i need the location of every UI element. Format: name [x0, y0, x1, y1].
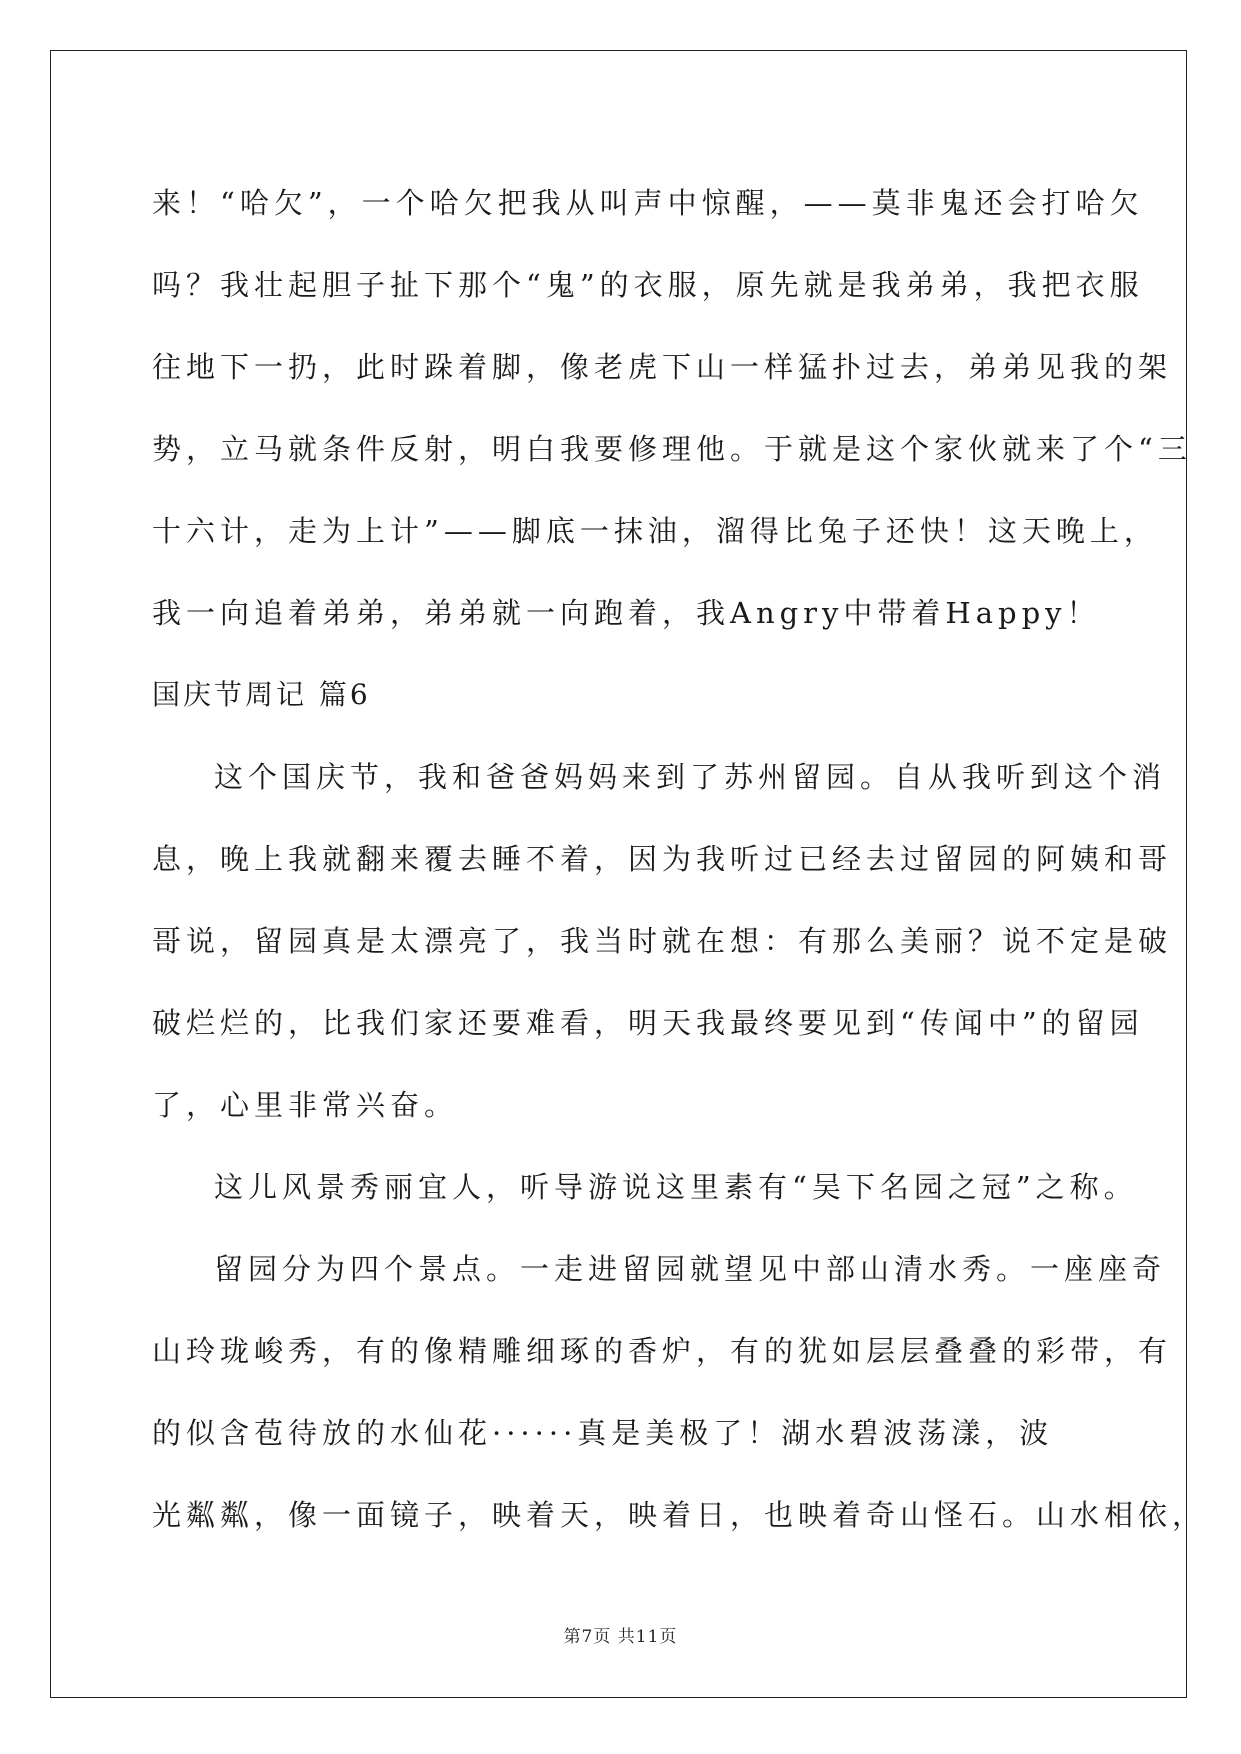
text-line: 吗？我壮起胆子扯下那个“鬼”的衣服，原先就是我弟弟，我把衣服	[152, 268, 1144, 302]
page-number: 第7页 共11页	[563, 1627, 678, 1647]
text-line: 了，心里非常兴奋。	[152, 1088, 459, 1122]
text-line: 势，立马就条件反射，明白我要修理他。于就是这个家伙就来了个“三	[152, 432, 1192, 466]
text-line: 息，晚上我就翻来覆去睡不着，因为我听过已经去过留园的阿姨和哥	[152, 842, 1173, 876]
text-line: 这个国庆节，我和爸爸妈妈来到了苏州留园。自从我听到这个消	[214, 760, 1167, 794]
section-title: 国庆节周记 篇6	[152, 678, 371, 711]
text-line: 哥说，留园真是太漂亮了，我当时就在想：有那么美丽？说不定是破	[152, 924, 1173, 958]
text-line: 破烂烂的，比我们家还要难看，明天我最终要见到“传闻中”的留园	[152, 1006, 1144, 1040]
text-line: 留园分为四个景点。一走进留园就望见中部山清水秀。一座座奇	[214, 1252, 1167, 1286]
text-line: 山玲珑峻秀，有的像精雕细琢的香炉，有的犹如层层叠叠的彩带，有	[152, 1334, 1173, 1368]
text-line: 我一向追着弟弟，弟弟就一向跑着，我Angry中带着Happy！	[152, 596, 1101, 630]
document-body	[152, 162, 1207, 1556]
text-line: 往地下一扔，此时跺着脚，像老虎下山一样猛扑过去，弟弟见我的架	[152, 350, 1173, 384]
text-line: 来！“哈欠”，一个哈欠把我从叫声中惊醒，——莫非鬼还会打哈欠	[152, 186, 1144, 220]
text-line: 光粼粼，像一面镜子，映着天，映着日，也映着奇山怪石。山水相依，	[152, 1498, 1207, 1532]
text-line: 这儿风景秀丽宜人，听导游说这里素有“吴下名园之冠”之称。	[214, 1170, 1138, 1204]
text-line: 的似含苞待放的水仙花······真是美极了！湖水碧波荡漾，波	[152, 1416, 1054, 1450]
text-line: 十六计，走为上计”——脚底一抹油，溜得比兔子还快！这天晚上，	[152, 514, 1158, 548]
